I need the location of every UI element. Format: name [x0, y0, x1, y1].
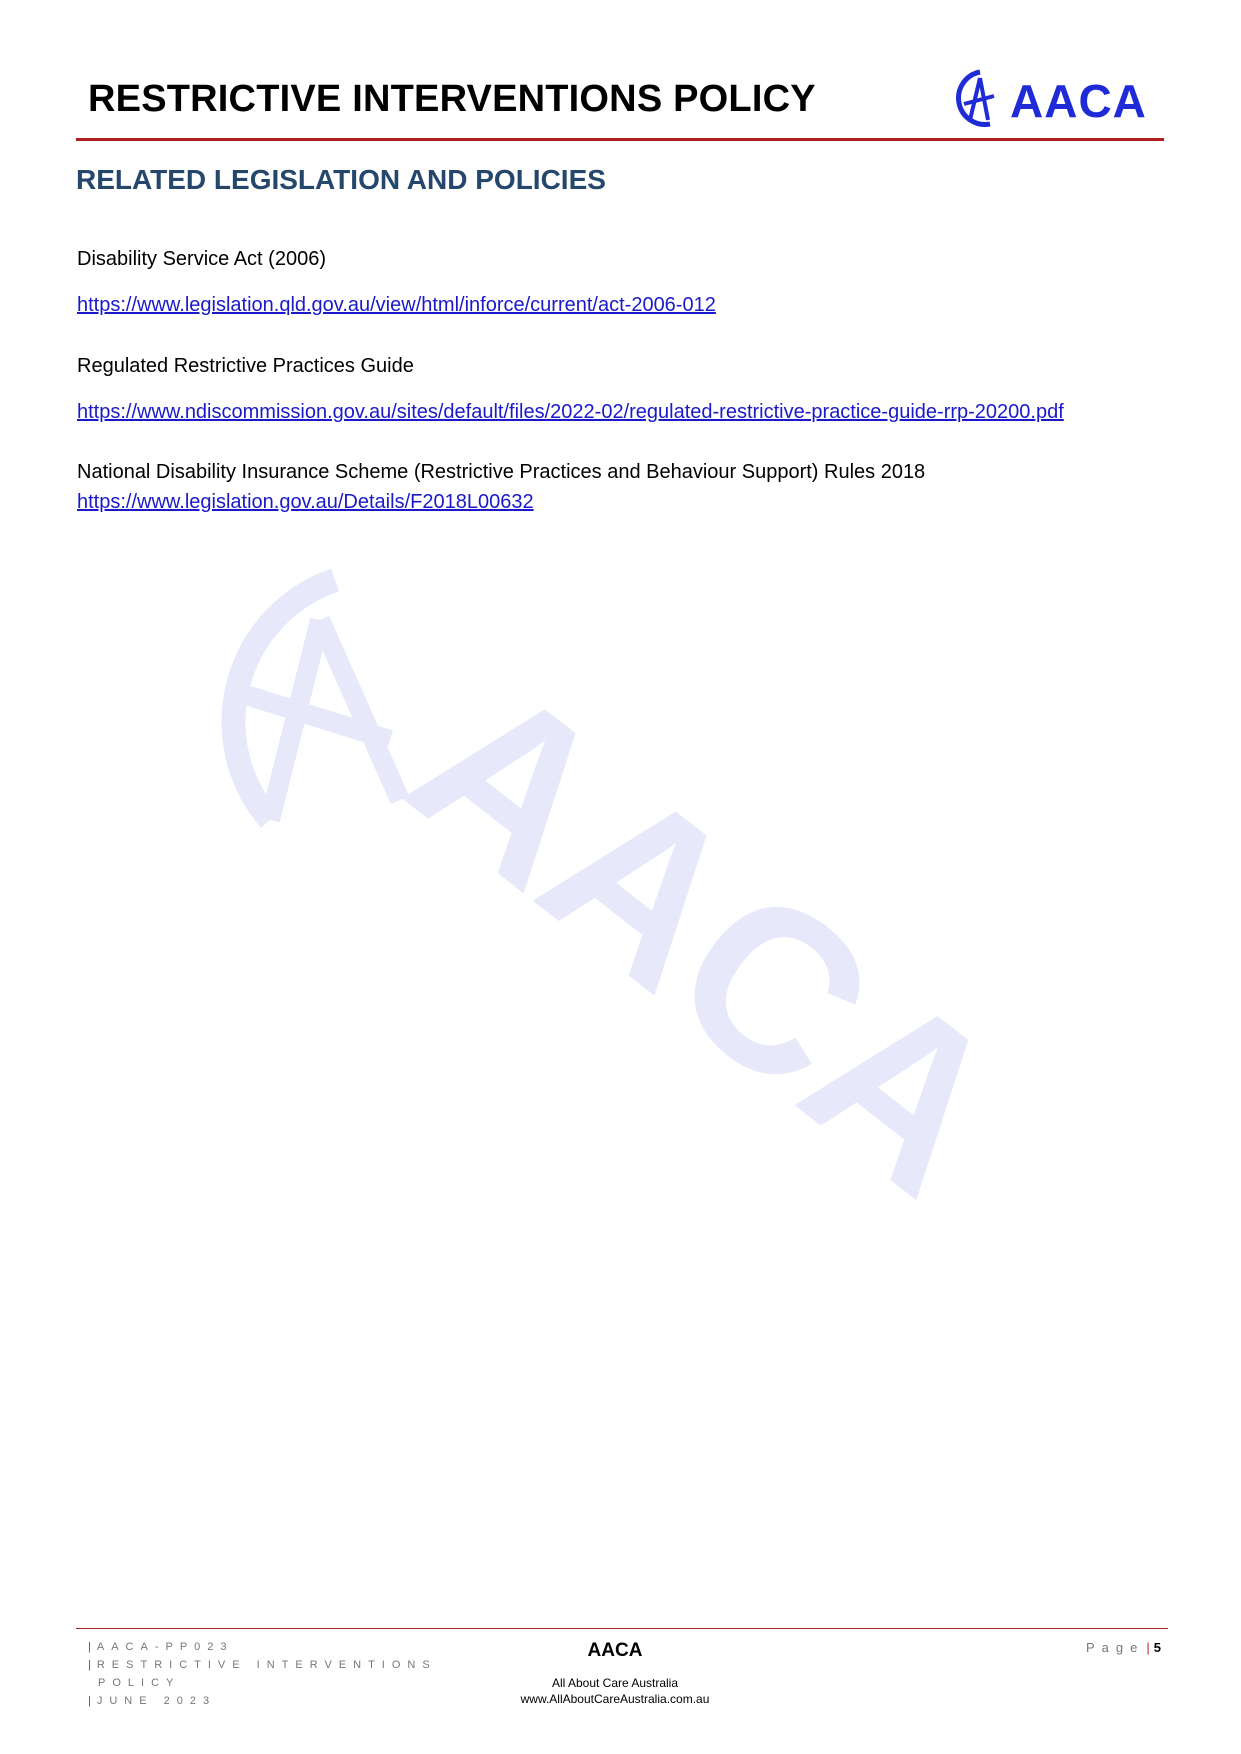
footer-divider	[76, 1628, 1168, 1629]
reference-link[interactable]: https://www.ndiscommission.gov.au/sites/default/files/2022-02/regulated-restrictive-practice-guide-rrp-20200.pdf	[77, 401, 1064, 423]
footer-doc-title: RESTRICTIVE INTERVENTIONS	[96, 1659, 437, 1671]
footer-document-info: | AACA-PP023 | RESTRICTIVE INTERVENTIONS POLICY | JUNE 2023	[88, 1641, 437, 1707]
header-divider	[76, 138, 1164, 141]
section-heading: RELATED LEGISLATION AND POLICIES	[76, 164, 606, 195]
reference-link[interactable]: https://www.legislation.qld.gov.au/view/html/inforce/current/act-2006-012	[77, 294, 716, 316]
reference-label: National Disability Insurance Scheme (Restrictive Practices and Behaviour Support) Rules 2018	[77, 461, 926, 483]
footer-company-name: All About Care Australia	[551, 1676, 679, 1690]
reference-label: Regulated Restrictive Practices Guide	[77, 355, 414, 377]
page-number: Page | 5	[1086, 1640, 1161, 1655]
footer-date: JUNE 2023	[96, 1695, 217, 1707]
footer-doc-title-cont: POLICY	[98, 1677, 181, 1689]
page-label: Page	[1086, 1640, 1145, 1655]
aaca-logo-icon	[950, 68, 1008, 130]
footer-company-block	[480, 1640, 750, 1706]
logo-wordmark: AACA	[1010, 75, 1147, 127]
aaca-watermark	[150, 540, 1050, 1260]
footer-doc-code: AACA-PP023	[96, 1641, 234, 1653]
footer-brand: AACA	[587, 1640, 643, 1661]
watermark-logo-icon	[230, 580, 400, 820]
page-number-value: 5	[1153, 1640, 1161, 1655]
reference-link[interactable]: https://www.legislation.gov.au/Details/F2018L00632	[77, 491, 534, 513]
aaca-logo	[950, 66, 1160, 134]
reference-label: Disability Service Act (2006)	[77, 248, 326, 270]
document-title: RESTRICTIVE INTERVENTIONS POLICY	[88, 78, 816, 120]
watermark-text: AACA	[367, 630, 1050, 1243]
footer-website: www.AllAboutCareAustralia.com.au	[520, 1692, 710, 1706]
